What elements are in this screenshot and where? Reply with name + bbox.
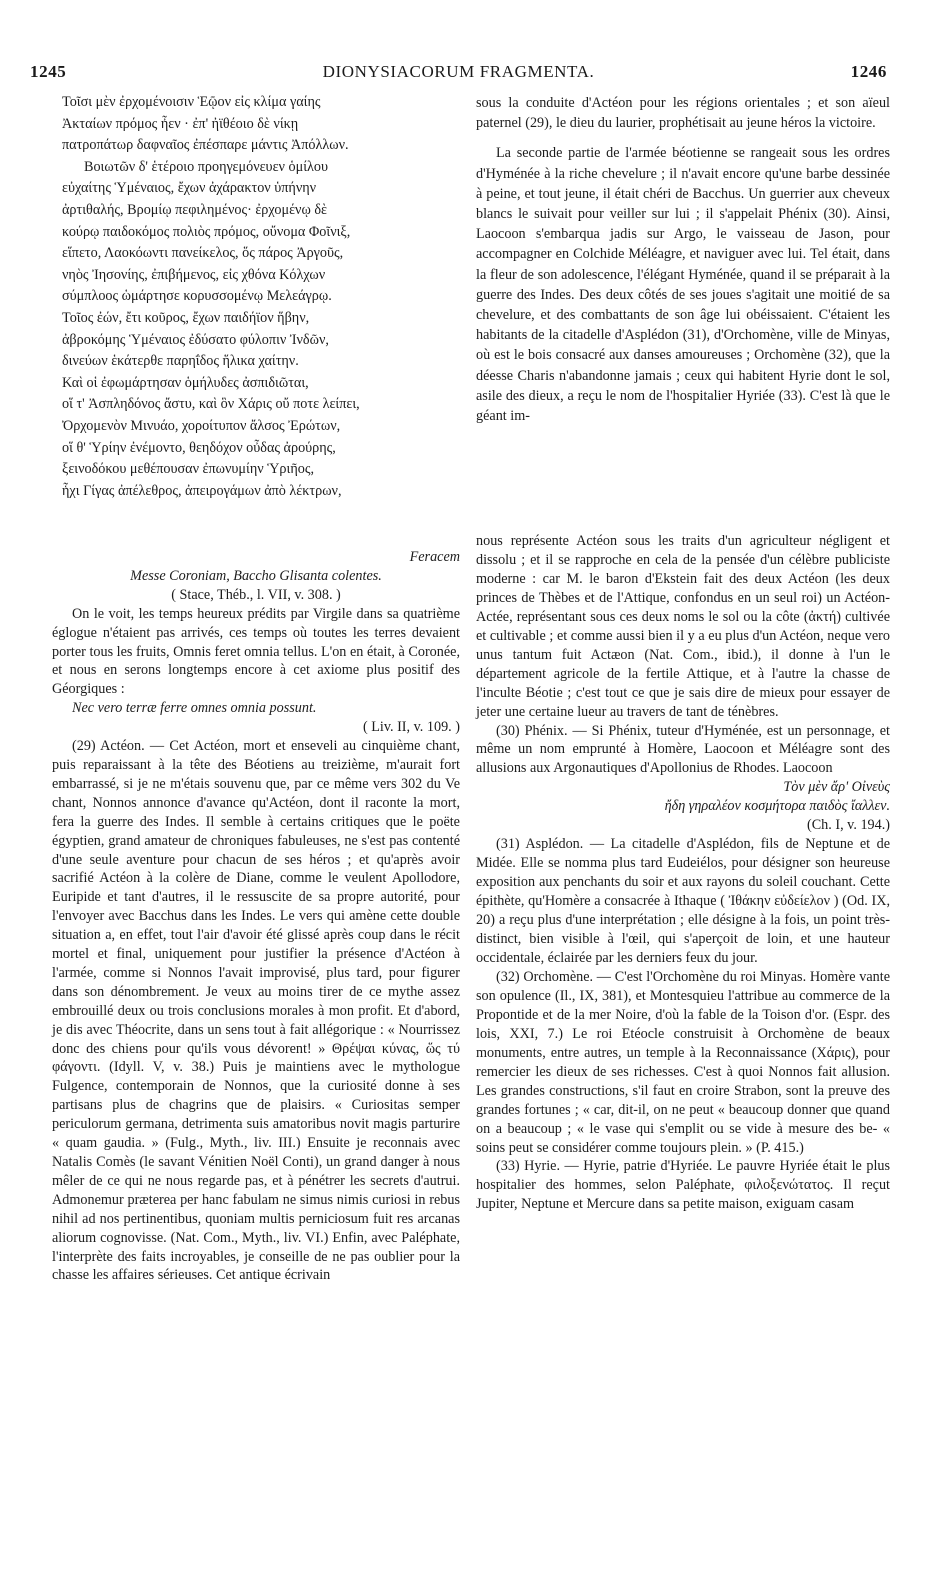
greek-line: Τοῖος ἐών, ἔτι κοῦρος, ἔχων παιδήϊον ἥβην, (62, 309, 310, 326)
footnote-33: (33) Hyrie. — Hyrie, patrie d'Hyriée. Le pauvre Hyriée était le plus hospitalier des hommes, selon Paléphate, φιλοξενώτατος. Il reçut Jupiter, Neptune et Mercure dans sa petite maison, exiguam casam (476, 1158, 890, 1213)
greek-line: ξεινοδόκου μεθέπουσαν ἐπωνυμίην Ὑριῆος, (62, 461, 315, 478)
running-title: DIONYSIACORUM FRAGMENTA. (322, 62, 595, 81)
greek-line: ἀρτιθαλής, Βρομίῳ πεφιλημένος· ἐρχομένῳ δὲ (62, 201, 327, 218)
notes-left-column (52, 548, 460, 1285)
greek-line: Τοῖσι μὲν ἐρχομένοισιν Ἑῷον εἰς κλίμα γαίης (62, 94, 321, 110)
greek-line: εἵπετο, Λαοκόωντι πανείκελος, ὅς πάρος Ἀργοῦς, (62, 245, 344, 262)
greek-line: Βοιωτῶν δ' ἑτέροιο προηγεμόνευεν ὁμίλου (84, 158, 329, 175)
footnote-31: (31) Asplédon. — La citadelle d'Asplédon, fils de Neptune et de Midée. Elle se nomma plus tard Eudeiélos, pour désigner son heureuse exposition aux penchants du soir et aux rayons du soleil couchant. Cette épithète, qu'Homère a consacrée à Ithaque ( Ἰθάκην εὐδείελον ) (Od. IX, 20) a reçu plus d'une interprétation ; elle désigne à la fois, un point très-distinct, bien visible à l'œil, qui s'aperçoit de loin, et une hauteur occidentale, éclairée par les derniers feux du jour. (476, 836, 890, 966)
latin-quote-line: Nec vero terræ ferre omnes omnia possunt. (72, 700, 317, 717)
greek-line: δινεύων ἑκάτερθε παρηΐδος ἥλικα χαίτην. (62, 353, 299, 370)
latin-quote-line: Feracem (409, 549, 460, 565)
page-number-left: 1245 (30, 62, 67, 81)
footnote-29: (29) Actéon. — Cet Actéon, mort et enseveli au cinquième chant, puis reparaissant à la tête des Béotiens au treizième, m'aurait fort embarrassé, si je ne m'étais souvenu que, par ce même vers 302 du Ve chant, Nonnos annonce d'avance qu'Actéon, dont il raconte la mort, fera la guerre des Indes. Il semble à certains critiques que le poëte égyptien, grand amateur de chroniques fabuleuses, ne s'est pas contenté d'une seule aventure pour chacun de ses héros ; et qu'après avoir sacrifié Actéon à la colère de Diane, comme le veulent Apollodore, Euripide et tant d'autres, il le ressuscite de sa propre autorité, pour l'envoyer avec Bacchus dans les Indes. Le vers qui amène cette double situation a, en effet, tout l'air d'avoir été glissé après coup dans le récit mortel et final, uniquement pour justifier la présence d'Actéon à l'armée, comme si Nonnos l'avait improvisé, plus tard, pour figurer dans son dénombrement. Je veux au moins tirer de ce mythe assez embrouillé deux ou trois conclusions morales à mon profit. Et d'abord, je dis avec Théocrite, dans un sens tout à fait allégorique : « Nourrissez donc des chiens pour qu'ils vous dévorent! » Θρέψαι κύνας, ὥς τύ φάγοντι. (Idyll. V, v. 38.) Puis je maintiens avec le mythologue Fulgence, contemporain de Nonnos, que la curiosité donne à ses partisans plus de chagrins que de plaisirs. « Curiositas semper periculorum germana, detrimenta suis amatoribus novit magis parturire « quam gaudia. » (Fulg., Myth., liv. III.) Ensuite je reconnais avec Natalis Comès (le savant Vénitien Noël Conti), un grand danger à nous mêler de ce qui ne nous regarde pas, et à pénétrer les secrets d'autrui. Admonemur præterea per hanc fabulam ne simus nimis curiosi in rebus nihil ad nos pertinentibus, quoniam multis perniciosum fuit res arcanas aliorum cognovisse. (Nat. Com., Myth., liv. VI.) Enfin, avec Paléphate, l'interprète des faits incroyables, je conseille de ne pas oublier pour la chasse les affaires sérieuses. Cet antique écrivain (52, 738, 460, 1284)
greek-line: Ὀρχομενὸν Μινυάο, χοροίτυπον ἄλσος Ἐρώτων, (62, 417, 341, 434)
quote-reference: ( Liv. II, v. 109. ) (362, 719, 460, 736)
greek-line: νηὸς Ἰησονίης, ἐπιβήμενος, εἰς χθόνα Κόλχων (62, 266, 326, 283)
greek-line: εὐχαίτης Ὑμέναιος, ἔχων ἀχάρακτον ὑπήνην (62, 180, 317, 197)
greek-line: κούρῳ παιδοκόμος πολιὸς πρόμος, οὔνομα Φοῖνιξ, (62, 223, 351, 240)
note-paragraph: nous représente Actéon sous les traits d'un agriculteur négligent et dissolu ; et il se rapproche en cela de la pensée d'un célèbre publiciste moderne : car M. le baron d'Ekstein fait des deux Actéon (les deux princes de Thèbes et de l'Attique, confondus en un seul roi) un Actéon-Actée, représentant sous ces deux noms le sol ou la côte (ἀκτή) cultivée et cultivable ; et comme aussi bien il y a eu plus d'un Actéon, neque vero unus tantum fuit Actæon (Nat. Com., ibid.), il donne à l'un le département agricole de la fertile Attique, et à l'autre la chasse de l'inculte Béotie ; c'est tout ce que je sais dire de mieux pour essayer de jeter une certaine lueur au travers de tant de ténèbres. (476, 533, 890, 720)
greek-quote-line: Τὸν μὲν ἄρ' Οἰνεὺς (783, 779, 890, 796)
footnote-30: (30) Phénix. — Si Phénix, tuteur d'Hyménée, est un personnage, et même un nom emprunté à Homère, Laocoon et Méléagre sont des allusions aux Argonautiques d'Apollonius de Rhodes. Laocoon (476, 722, 890, 777)
page-number-right: 1246 (850, 62, 887, 81)
translation-paragraph: La seconde partie de l'armée béotienne se rangeait sous les ordres d'Hyménée à la riche chevelure ; il n'avait encore qu'une barbe dessinée à peine, et tout jeune, il était chéri de Bacchus. Un guerrier aux cheveux blancs le suivait pour veiller sur lui ; il s'appelait Phénix (30). Ainsi, Laocoon s'embarqua jadis sur Argo, le vaisseau de Jason, pour accompagner en Colchide Méléagre, et naviguer avec lui. Tel était, dans la fleur de son adolescence, l'élégant Hyménée, quand il se préparait à la guerre des Indes. Des deux côtés de ses joues s'agitait une moitié de sa chevelure, et des combattants de son âge lui obéissaient. C'étaient les habitants de la citadelle d'Asplédon (31), d'Orchomène, ville de Minyas, où est le bois consacré aux danses amoureuses ; Orchomène (32), que la déesse Charis n'abandonne jamais ; ceux qui habitent Hyrie dont le sol, asile des dieux, a reçu le nom de l'hospitalier Hyriée (33). C'est là que le géant im- (476, 145, 890, 425)
quote-reference: (Ch. I, v. 194.) (806, 817, 890, 834)
quote-reference: ( Stace, Théb., l. VII, v. 308. ) (171, 586, 341, 603)
greek-line: οἵ θ' Ὑρίην ἐνέμοντο, θεηδόχον οὖδας ἀρούρης, (62, 439, 336, 456)
note-paragraph: On le voit, les temps heureux prédits par Virgile dans sa quatrième églogue n'étaient pas arrivés, ces temps où toutes les terres devaient porter tous les fruits, Omnis feret omnia tellus. L'on en était, à Coronée, et nous en serons longtemps encore à cet axiome plus positif des Géorgiques : (52, 605, 460, 698)
greek-line: Ἀκταίων πρόμος ἦεν · ἐπ' ἠϊθέοιο δὲ νίκῃ (62, 115, 299, 132)
running-header (30, 62, 887, 86)
greek-line: πατροπάτωρ δαφναῖος ἐπέσπαρε μάντις Ἀπόλλων. (62, 137, 349, 154)
latin-quote-line: Messe Coroniam, Baccho Glisanta colentes. (130, 567, 382, 584)
greek-line: Καὶ οἱ ἐφωμάρτησαν ὁμήλυδες ἀσπιδιῶται, (62, 374, 309, 391)
greek-quote-line: ἤδη γηραλέον κοσμήτορα παιδὸς ἴαλλεν. (664, 798, 890, 815)
french-translation-block (476, 93, 890, 426)
greek-line: ἧχι Γίγας ἀπέλεθρος, ἀπειρογάμων ἀπὸ λέκτρων, (62, 482, 342, 499)
translation-paragraph: sous la conduite d'Actéon pour les régions orientales ; et son aïeul paternel (29), le dieu du laurier, prophétisait au jeune héros la victoire. (476, 95, 890, 132)
greek-verse-block (62, 92, 462, 502)
greek-line: σύμπλοος ὡμάρτησε κορυσσομένῳ Μελεάγρῳ. (62, 288, 332, 305)
greek-line: οἵ τ' Ἀσπληδόνος ἄστυ, καὶ ὃν Χάρις οὔ ποτε λείπει, (62, 396, 360, 413)
footnote-32: (32) Orchomène. — C'est l'Orchomène du roi Minyas. Homère vante son opulence (Il., IX, 381), et Montesquieu l'attribue au commerce de la Propontide et de la mer Noire, d'où la fable de la Toison d'or. (Espr. des lois, XXI, 7.) Le roi Etéocle construisit à Orchomène de beaux monuments, entre autres, un temple à la Reconnaissance (Χάρις), pour remercier les dieux de ses richesses. C'est à quoi Nonnos fait allusion. Les grandes constructions, s'il faut en croire Strabon, sont la preuve des grandes fortunes ; « car, dit-il, on ne peut « beaucoup donner que quand on a beaucoup ; « le vase qui s'emplit ou se vide à mesure des be- « soins peut se considérer comme toujours plein. » (P. 415.) (476, 968, 890, 1156)
notes-right-column (476, 532, 890, 1214)
greek-line: ἀβροκόμης Ὑμέναιος ἐδύσατο φύλοπιν Ἰνδῶν, (62, 331, 329, 348)
